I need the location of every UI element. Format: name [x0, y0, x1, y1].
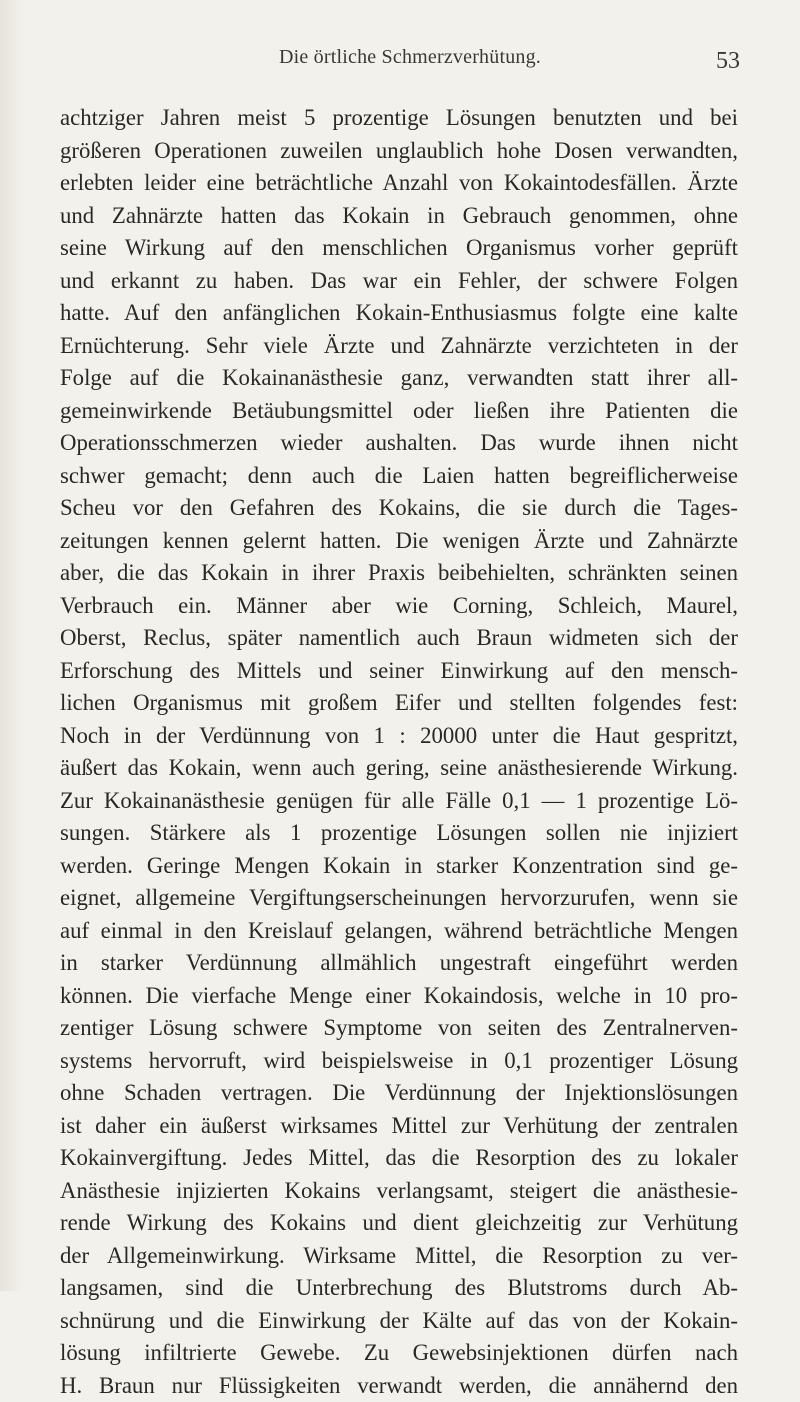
text-line: langsamen, sind die Unterbrechung des Blutstroms durch Ab- — [60, 1272, 738, 1305]
text-line: Ernüchterung. Sehr viele Ärzte und Zahnärzte verzichteten in der — [60, 330, 738, 363]
text-line: lösung infiltrierte Gewebe. Zu Gewebsinjektionen dürfen nach — [60, 1337, 738, 1370]
page-number: 53 — [716, 48, 740, 75]
text-line: Zur Kokainanästhesie genügen für alle Fälle 0,1 — 1 prozentige Lö- — [60, 785, 738, 818]
text-line: der Allgemeinwirkung. Wirksame Mittel, die Resorption zu ver- — [60, 1240, 738, 1273]
text-line: zentiger Lösung schwere Symptome von seiten des Zentralnerven- — [60, 1012, 738, 1045]
text-line: und Zahnärzte hatten das Kokain in Gebrauch genommen, ohne — [60, 200, 738, 233]
text-line: gemeinwirkende Betäubungsmittel oder ließen ihre Patienten die — [60, 395, 738, 428]
text-line: ohne Schaden vertragen. Die Verdünnung der Injektionslösungen — [60, 1077, 738, 1110]
text-line: rende Wirkung des Kokains und dient gleichzeitig zur Verhütung — [60, 1207, 738, 1240]
text-line: werden. Geringe Mengen Kokain in starker Konzentration sind ge- — [60, 850, 738, 883]
text-line: eignet, allgemeine Vergiftungserscheinungen hervorzurufen, wenn sie — [60, 882, 738, 915]
text-line: größeren Operationen zuweilen unglaublich hohe Dosen verwandten, — [60, 135, 738, 168]
text-line: Anästhesie injizierten Kokains verlangsamt, steigert die anästhesie- — [60, 1175, 738, 1208]
text-line: Oberst, Reclus, später namentlich auch Braun widmeten sich der — [60, 622, 738, 655]
text-line: achtziger Jahren meist 5 prozentige Lösungen benutzten und bei — [60, 102, 738, 135]
text-line: erlebten leider eine beträchtliche Anzahl von Kokaintodesfällen. Ärzte — [60, 167, 738, 200]
text-line: schnürung und die Einwirkung der Kälte auf das von der Kokain- — [60, 1305, 738, 1338]
text-line: ist daher ein äußerst wirksames Mittel zur Verhütung der zentralen — [60, 1110, 738, 1143]
text-line: und erkannt zu haben. Das war ein Fehler, der schwere Folgen — [60, 265, 738, 298]
text-line: Verbrauch ein. Männer aber wie Corning, Schleich, Maurel, — [60, 590, 738, 623]
text-line: in starker Verdünnung allmählich ungestraft eingeführt werden — [60, 947, 738, 980]
text-line: Erforschung des Mittels und seiner Einwirkung auf den mensch- — [60, 655, 738, 688]
text-line: H. Braun nur Flüssigkeiten verwandt werden, die annähernd den — [60, 1370, 738, 1402]
text-line: auf einmal in den Kreislauf gelangen, während beträchtliche Mengen — [60, 915, 738, 948]
text-line: aber, die das Kokain in ihrer Praxis beibehielten, schränkten seinen — [60, 557, 738, 590]
text-line: zeitungen kennen gelernt hatten. Die wenigen Ärzte und Zahnärzte — [60, 525, 738, 558]
page-header — [80, 46, 740, 76]
text-line: Folge auf die Kokainanästhesie ganz, verwandten statt ihrer all- — [60, 362, 738, 395]
text-line: Kokainvergiftung. Jedes Mittel, das die Resorption des zu lokaler — [60, 1142, 738, 1175]
text-line: schwer gemacht; denn auch die Laien hatten begreiflicherweise — [60, 460, 738, 493]
text-line: Scheu vor den Gefahren des Kokains, die sie durch die Tages- — [60, 492, 738, 525]
text-line: äußert das Kokain, wenn auch gering, seine anästhesierende Wirkung. — [60, 752, 738, 785]
running-title: Die örtliche Schmerzverhütung. — [80, 46, 740, 69]
text-line: Operationsschmerzen wieder aushalten. Das wurde ihnen nicht — [60, 427, 738, 460]
text-line: sungen. Stärkere als 1 prozentige Lösungen sollen nie injiziert — [60, 817, 738, 850]
text-line: lichen Organismus mit großem Eifer und stellten folgendes fest: — [60, 687, 738, 720]
text-line: systems hervorruft, wird beispielsweise in 0,1 prozentiger Lösung — [60, 1045, 738, 1078]
text-line: seine Wirkung auf den menschlichen Organismus vorher geprüft — [60, 232, 738, 265]
text-line: können. Die vierfache Menge einer Kokaindosis, welche in 10 pro- — [60, 980, 738, 1013]
text-line: Noch in der Verdünnung von 1 : 20000 unter die Haut gespritzt, — [60, 720, 738, 753]
text-line: hatte. Auf den anfänglichen Kokain-Enthusiasmus folgte eine kalte — [60, 297, 738, 330]
page-edge-shadow — [0, 0, 22, 1291]
body-paragraph — [60, 102, 738, 1402]
